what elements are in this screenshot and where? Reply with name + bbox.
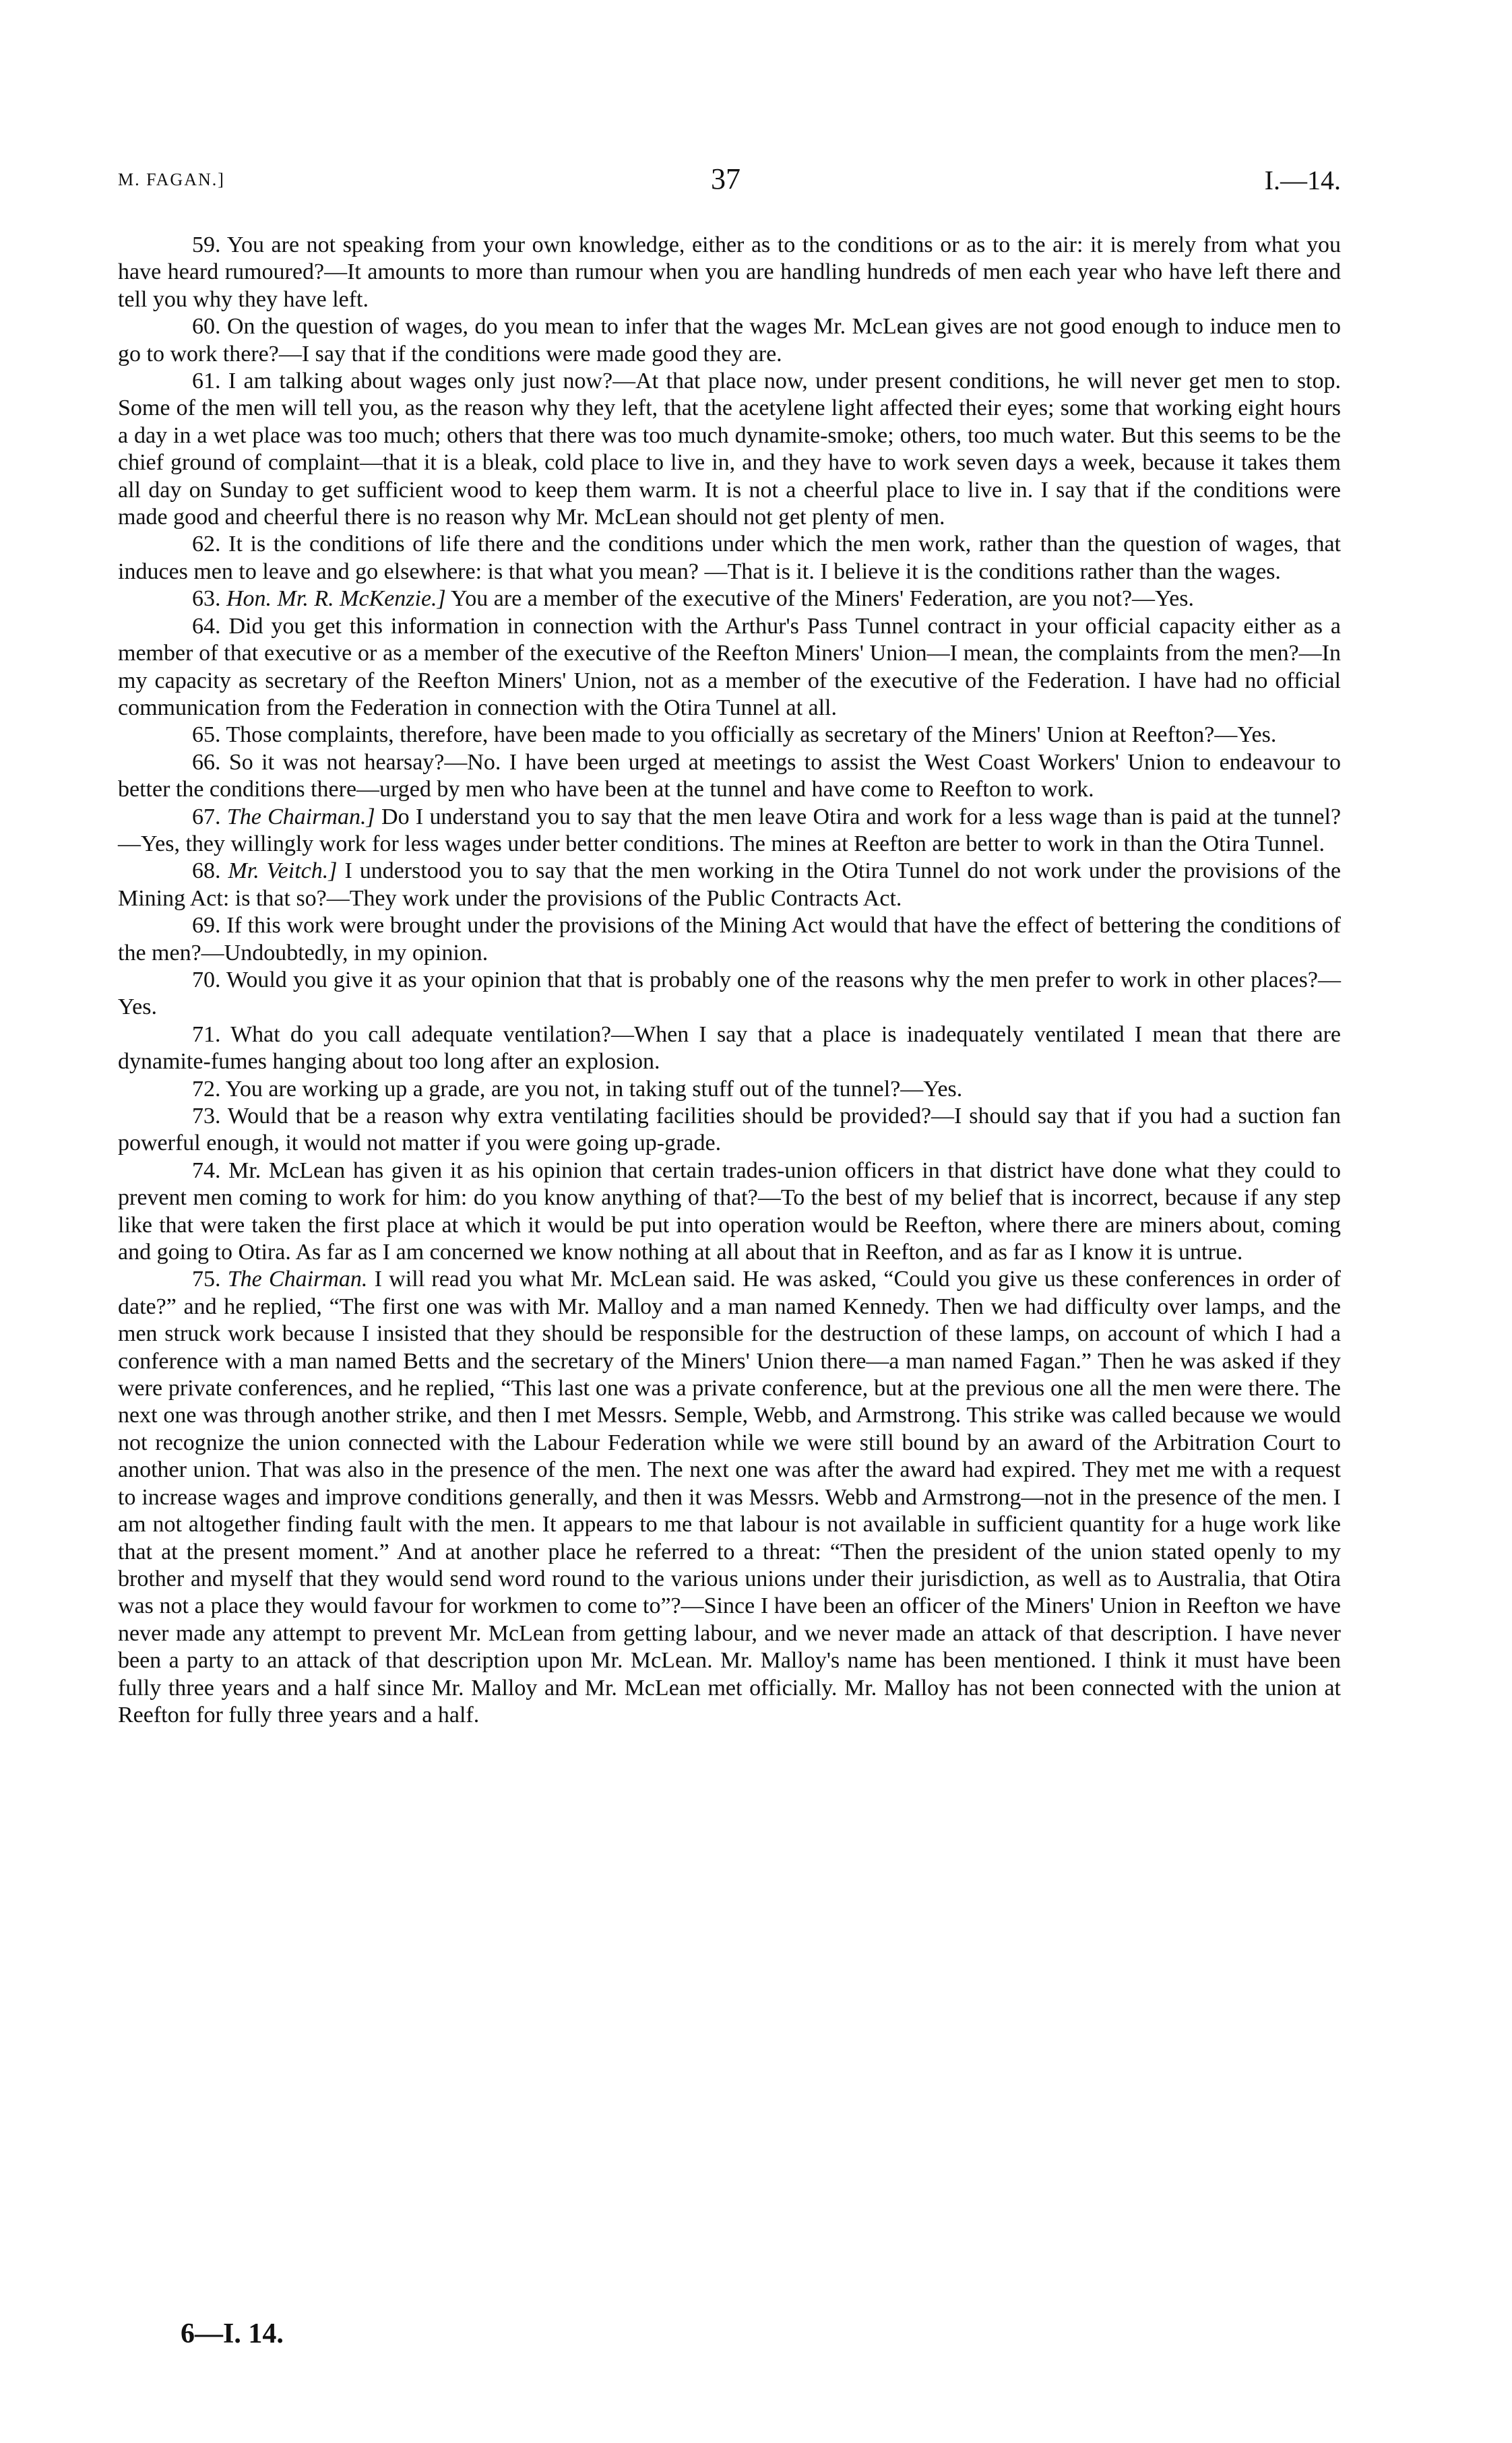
testimony-paragraph (118, 1266, 1341, 1729)
testimony-paragraph (118, 1157, 1341, 1267)
testimony-body (118, 232, 1341, 1729)
speaker-label: The Chairman. (227, 1267, 368, 1292)
question-number: 73. (192, 1104, 221, 1129)
paragraph-text: Do I understand you to say that the men leave Otira and work for a less wage than is paid at the tunnel?—Yes, they willingly work for less wages under better conditions. The mines at Reefton are better to work in than the Otira Tunnel. (118, 804, 1342, 856)
testimony-paragraph (118, 613, 1341, 722)
question-number: 74. (192, 1157, 221, 1183)
paragraph-text: You are not speaking from your own knowledge, either as to the conditions or as to the air: it is merely from what you have heard rumoured?—It amounts to more than rumour when you are handling hundreds of men each year who have left there and tell you why they have left. (118, 232, 1341, 312)
question-number: 65. (192, 722, 221, 748)
testimony-paragraph (118, 1076, 1341, 1103)
document-reference: I.—14. (1264, 165, 1341, 195)
testimony-paragraph (118, 722, 1341, 749)
question-number: 72. (192, 1076, 221, 1102)
paragraph-text: I am talking about wages only just now?—At that place now, under present conditions, he will never get men to stop. Some of the men will tell you, as the reason why they left, that the acetylene light affected their eyes; some that working eight hours a day in a wet place was too much; others that there was too much dynamite-smoke; others, too much water. But this seems to be the chief ground of complaint—that it is a bleak, cold place to live in, and they have to work seven days a week, because it takes them all day on Sunday to get sufficient wood to keep them warm. It is not a cheerful place to live in. I say that if the conditions were made good and cheerful there is no reason why Mr. McLean should not get plenty of men. (118, 369, 1342, 530)
testimony-paragraph (118, 585, 1341, 612)
page-number: 37 (711, 162, 741, 195)
paragraph-text: I will read you what Mr. McLean said. He was asked, “Could you give us these conferences in order of date?” and he replied, “The first one was with Mr. Malloy and a man named Kennedy. Then we had difficulty over lamps, and the men struck work because I insisted that they should be responsible for the destruction of these lamps, on account of which I had a conference with a man named Betts and the secretary of the Miners' Union there—a man named Fagan.” Then he was asked if they were private conferences, and he replied, “This last one was a private conference, but at the previous one all the men were there. The next one was through another strike, and then I met Messrs. Semple, Webb, and Armstrong. This strike was called because we would not recognize the union connected with the Labour Federation while we were still bound by an award of the Arbitration Court to another union. That was also in the presence of the men. The next one was after the award had expired. They met me with a request to increase wages and improve conditions generally, and then it was Messrs. Webb and Armstrong—not in the presence of the men. I am not altogether finding fault with the men. It appears to me that labour is not available in sufficient quantity for a huge work like that at the present moment.” And at another place he referred to a threat: “Then the president of the union stated openly to my brother and myself that they would send word round to the various unions under their jurisdiction, as well as to Australia, that Otira was not a place they would favour for workmen to come to”?—Since I have been an officer of the Miners' Union in Reefton we have never made any attempt to prevent Mr. McLean from getting labour, and we never made an attack of that description. I have never been a party to an attack of that description upon Mr. McLean. Mr. Malloy's name has been mentioned. I think it must have been fully three years and a half since Mr. Malloy and Mr. McLean met officially. Mr. Malloy has not been connected with the union at Reefton for fully three years and a half. (118, 1267, 1342, 1727)
paragraph-text: If this work were brought under the provisions of the Mining Act would that have the effect of bettering the conditions of the men?—Undoubtedly, in my opinion. (118, 913, 1342, 965)
paragraph-text: You are working up a grade, are you not, in taking stuff out of the tunnel?—Yes. (225, 1076, 963, 1102)
speaker-label: Mr. Veitch.] (228, 858, 338, 884)
speaker-label: Hon. Mr. R. McKenzie.] (226, 586, 446, 612)
testimony-paragraph (118, 1021, 1341, 1076)
question-number: 71. (192, 1021, 221, 1047)
question-number: 60. (192, 314, 221, 340)
speaker-label: The Chairman.] (226, 804, 375, 829)
paragraph-text: Would you give it as your opinion that that is probably one of the reasons why the men prefer to work in other places?—Yes. (118, 967, 1341, 1020)
testimony-paragraph (118, 912, 1341, 967)
testimony-paragraph (118, 531, 1341, 585)
paragraph-text: What do you call adequate ventilation?—When I say that a place is inadequately ventilated I mean that there are dynamite-fumes hanging about too long after an explosion. (118, 1021, 1341, 1075)
header-witness-name: M. FAGAN.] (118, 170, 225, 189)
testimony-paragraph (118, 967, 1341, 1021)
question-number: 75. (192, 1267, 221, 1292)
testimony-paragraph (118, 858, 1341, 912)
paragraph-text: Would that be a reason why extra ventilating facilities should be provided?—I should say that if you had a suction fan powerful enough, it would not matter if you were going up-grade. (118, 1104, 1342, 1156)
testimony-paragraph (118, 232, 1341, 313)
testimony-paragraph (118, 1103, 1341, 1157)
paragraph-text: Mr. McLean has given it as his opinion that certain trades-union officers in that district have done what they could to prevent men coming to work for him: do you know anything of that?—To the best of my belief that is incorrect, because if any step like that were taken the first place at which it would be put into operation would be Reefton, where there are miners about, coming and going to Otira. As far as I am concerned we know nothing at all about that in Reefton, and as far as I know it is untrue. (118, 1157, 1341, 1265)
testimony-paragraph (118, 313, 1341, 368)
question-number: 68. (192, 858, 221, 884)
question-number: 64. (192, 613, 221, 639)
question-number: 69. (192, 913, 221, 939)
question-number: 61. (192, 369, 221, 394)
paragraph-text: I understood you to say that the men working in the Otira Tunnel do not work under the provisions of the Mining Act: is that so?—They work under the provisions of the Public Contracts Act. (118, 858, 1342, 911)
testimony-paragraph (118, 749, 1341, 804)
question-number: 63. (192, 586, 221, 612)
testimony-paragraph (118, 368, 1341, 531)
paragraph-text: It is the conditions of life there and the conditions under which the men work, rather than the question of wages, that induces men to leave and go elsewhere: is that what you mean? —That is it. I believe it is the conditions rather than the wages. (118, 532, 1341, 584)
paragraph-text: Those complaints, therefore, have been made to you officially as secretary of the Miners' Union at Reefton?—Yes. (226, 722, 1277, 748)
paragraph-text: Did you get this information in connection with the Arthur's Pass Tunnel contract in your official capacity either as a member of that executive or as a member of the executive of the Reefton Miners' Union—I mean, the complaints from the men?—In my capacity as secretary of the Reefton Miners' Union, not as a member of the executive of the Federation. I have had no official communication from the Federation in connection with the Otira Tunnel at all. (118, 613, 1342, 720)
page-footer-signature: 6—I. 14. (181, 2318, 284, 2349)
paragraph-text: You are a member of the executive of the Miners' Federation, are you not?—Yes. (451, 586, 1195, 612)
question-number: 59. (192, 232, 221, 257)
question-number: 66. (192, 749, 221, 775)
page-header (118, 162, 1341, 202)
question-number: 67. (192, 804, 221, 829)
paragraph-text: So it was not hearsay?—No. I have been urged at meetings to assist the West Coast Workers' Union to endeavour to better the conditions there—urged by men who have been at the tunnel and have come to Reefton to work. (118, 749, 1341, 802)
testimony-paragraph (118, 804, 1341, 858)
question-number: 70. (192, 967, 221, 992)
paragraph-text: On the question of wages, do you mean to infer that the wages Mr. McLean gives are not good enough to induce men to go to work there?—I say that if the conditions were made good they are. (118, 314, 1342, 367)
question-number: 62. (192, 532, 221, 557)
